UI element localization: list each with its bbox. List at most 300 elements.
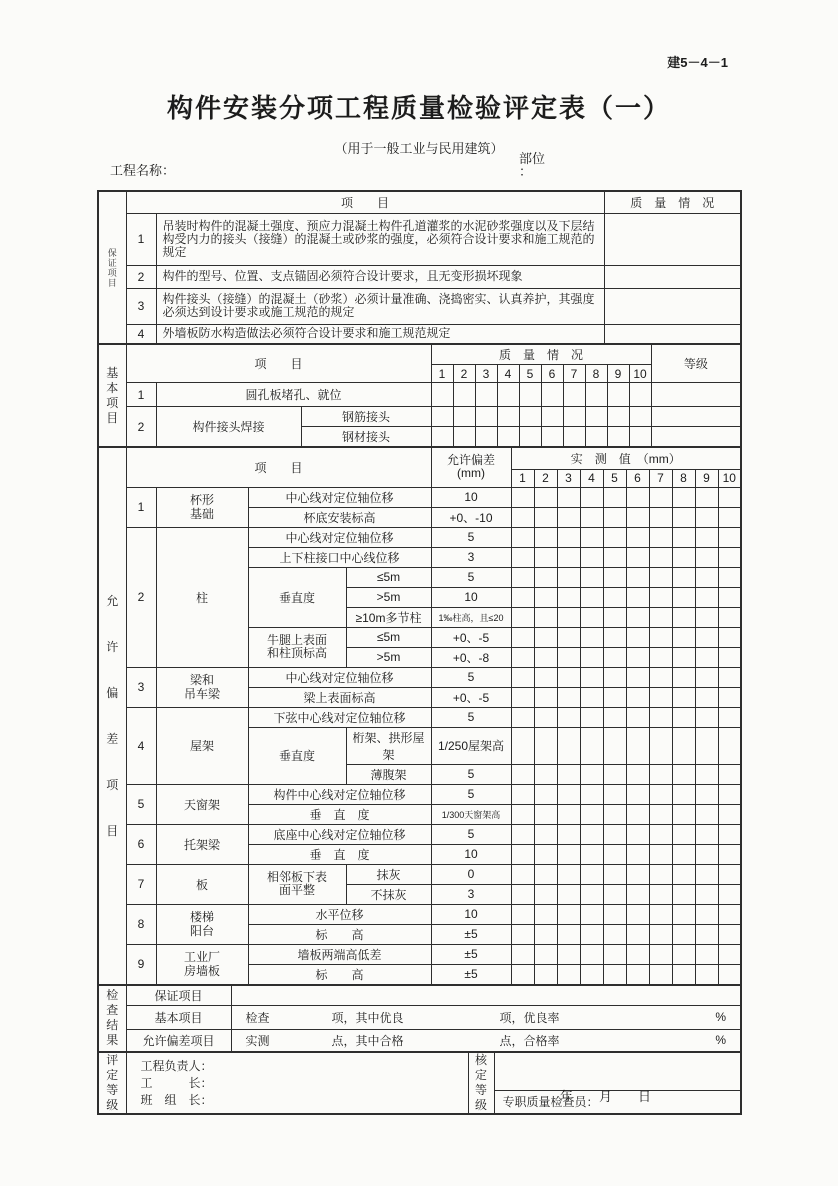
column-number: 8 [672, 469, 695, 487]
measured-cell [672, 667, 695, 687]
measured-cell [563, 383, 585, 407]
measured-cell [695, 904, 718, 924]
measured-cell [672, 527, 695, 547]
measured-cell [649, 567, 672, 587]
verify-blank [494, 1052, 741, 1090]
signature-block [126, 1052, 468, 1114]
measured-cell [603, 804, 626, 824]
row-number: 2 [126, 407, 156, 448]
measured-cell [511, 884, 534, 904]
measured-cell [626, 627, 649, 647]
column-number: 9 [695, 469, 718, 487]
measured-cell [431, 383, 453, 407]
measured-cell [649, 904, 672, 924]
measured-cell [534, 824, 557, 844]
project-manager-label: 工程负责人： [140, 1058, 213, 1073]
measured-cell [695, 507, 718, 527]
column-number: 10 [629, 365, 651, 383]
row-number: 6 [126, 824, 156, 864]
side-label-deviation: 允许偏差项目 [98, 447, 126, 985]
measured-cell [511, 647, 534, 667]
item-text: 垂 直 度 [248, 844, 431, 864]
group-name: 板 [156, 864, 248, 904]
result-fill-line: 检查 项，其中优良 项，优良率 % [231, 1005, 741, 1029]
column-number: 1 [431, 365, 453, 383]
measured-cell [718, 904, 741, 924]
measured-cell [534, 627, 557, 647]
allow-value: +0、-8 [431, 647, 511, 667]
measured-cell [557, 864, 580, 884]
measured-cell [672, 507, 695, 527]
measured-cell [534, 924, 557, 944]
row-number: 7 [126, 864, 156, 904]
measured-cell [557, 587, 580, 607]
measured-cell [718, 804, 741, 824]
allow-value: ±5 [431, 944, 511, 964]
measured-cell [672, 547, 695, 567]
measured-cell [695, 804, 718, 824]
quality-header: 质 量 情 况 [431, 344, 651, 365]
measured-cell [718, 547, 741, 567]
item-text: 下弦中心线对定位轴位移 [248, 707, 431, 727]
allow-value: 5 [431, 527, 511, 547]
measured-cell [607, 383, 629, 407]
group-name: 屋架 [156, 707, 248, 784]
measured-cell [580, 587, 603, 607]
measured-cell [557, 707, 580, 727]
measured-cell [695, 527, 718, 547]
measured-cell [580, 884, 603, 904]
measured-cell [603, 964, 626, 985]
measured-cell [649, 587, 672, 607]
measured-header: 实 测 值 （mm） [511, 447, 741, 469]
item-header: 项 目 [126, 447, 431, 487]
measured-cell [695, 707, 718, 727]
measured-cell [511, 687, 534, 707]
measured-cell [603, 627, 626, 647]
measured-cell [534, 804, 557, 824]
item-text: 底座中心线对定位轴位移 [248, 824, 431, 844]
measured-cell [519, 427, 541, 448]
column-number: 6 [626, 469, 649, 487]
measured-cell [603, 507, 626, 527]
measured-cell [695, 864, 718, 884]
measured-cell [534, 687, 557, 707]
measured-cell [534, 764, 557, 784]
measured-cell [511, 707, 534, 727]
measured-cell [672, 884, 695, 904]
measured-cell [607, 407, 629, 427]
measured-cell [541, 383, 563, 407]
measured-cell [603, 647, 626, 667]
measured-cell [626, 727, 649, 764]
measured-cell [580, 547, 603, 567]
allow-value: 0 [431, 864, 511, 884]
measured-cell [580, 627, 603, 647]
measured-cell [603, 667, 626, 687]
measured-cell [511, 547, 534, 567]
column-number: 10 [718, 469, 741, 487]
measured-cell [718, 944, 741, 964]
measured-cell [534, 707, 557, 727]
measured-cell [649, 647, 672, 667]
measured-cell [649, 527, 672, 547]
measured-cell [626, 587, 649, 607]
row-number: 4 [126, 707, 156, 784]
measured-cell [580, 944, 603, 964]
measured-cell [511, 924, 534, 944]
measured-cell [511, 627, 534, 647]
row-number: 1 [126, 487, 156, 527]
measured-cell [695, 824, 718, 844]
measured-cell [629, 407, 651, 427]
sub-item-text: ≤5m [346, 567, 431, 587]
grade-header: 等级 [651, 344, 741, 383]
measured-cell [497, 383, 519, 407]
sub-item-text: >5m [346, 587, 431, 607]
quality-cell [604, 213, 741, 265]
measured-cell [718, 764, 741, 784]
measured-cell [607, 427, 629, 448]
allow-value: 5 [431, 764, 511, 784]
measured-cell [603, 864, 626, 884]
sub-group-name: 牛腿上表面 和柱顶标高 [248, 627, 346, 667]
side-label-grade: 评定等级 [98, 1052, 126, 1114]
measured-cell [626, 784, 649, 804]
measured-cell [541, 427, 563, 448]
side-label-result: 检查结果 [98, 985, 126, 1053]
measured-cell [557, 844, 580, 864]
measured-cell [475, 427, 497, 448]
measured-cell [649, 667, 672, 687]
measured-cell [557, 607, 580, 627]
item-text: 垂 直 度 [248, 804, 431, 824]
sub-item-text: 薄腹架 [346, 764, 431, 784]
measured-cell [557, 784, 580, 804]
measured-cell [580, 687, 603, 707]
row-number: 2 [126, 527, 156, 667]
measured-cell [718, 607, 741, 627]
measured-cell [649, 687, 672, 707]
measured-cell [511, 864, 534, 884]
measured-cell [626, 647, 649, 667]
group-name: 天窗架 [156, 784, 248, 824]
row-number: 1 [126, 213, 156, 265]
measured-cell [557, 804, 580, 824]
measured-cell [534, 964, 557, 985]
measured-cell [695, 607, 718, 627]
measured-cell [672, 904, 695, 924]
row-number: 4 [126, 324, 156, 344]
measured-cell [626, 667, 649, 687]
measured-cell [695, 727, 718, 764]
measured-cell [672, 964, 695, 985]
measured-cell [534, 727, 557, 764]
grade-cell [651, 427, 741, 448]
date-line: 年 月 日 [560, 1089, 652, 1104]
allow-value: 5 [431, 567, 511, 587]
measured-cell [695, 964, 718, 985]
measured-cell [672, 764, 695, 784]
measured-cell [672, 844, 695, 864]
grade-cell [651, 407, 741, 427]
measured-cell [557, 764, 580, 784]
measured-cell [534, 567, 557, 587]
side-label-guarantee: 保证项目 [98, 191, 126, 344]
measured-cell [672, 587, 695, 607]
measured-cell [626, 824, 649, 844]
measured-cell [453, 407, 475, 427]
measured-cell [603, 944, 626, 964]
measured-cell [534, 844, 557, 864]
measured-cell [511, 587, 534, 607]
measured-cell [580, 527, 603, 547]
measured-cell [603, 764, 626, 784]
measured-cell [557, 884, 580, 904]
measured-cell [649, 487, 672, 507]
group-name: 楼梯 阳台 [156, 904, 248, 944]
row-number: 3 [126, 288, 156, 324]
item-text: 标 高 [248, 924, 431, 944]
measured-cell [626, 884, 649, 904]
quality-header: 质 量 情 况 [604, 191, 741, 213]
foreman-label: 工 长： [140, 1075, 213, 1090]
measured-cell [557, 964, 580, 985]
measured-cell [695, 667, 718, 687]
measured-cell [603, 587, 626, 607]
item-header: 项 目 [126, 344, 431, 383]
result-blank [231, 985, 741, 1006]
item-text: 构件中心线对定位轴位移 [248, 784, 431, 804]
sub-item-text: >5m [346, 647, 431, 667]
measured-cell [580, 507, 603, 527]
measured-cell [718, 687, 741, 707]
result-table [97, 984, 742, 1054]
measured-cell [672, 567, 695, 587]
measured-cell [718, 884, 741, 904]
sub-group-name: 垂直度 [248, 567, 346, 627]
measured-cell [603, 727, 626, 764]
measured-cell [672, 784, 695, 804]
measured-cell [475, 383, 497, 407]
measured-cell [453, 383, 475, 407]
item-text: 标 高 [248, 964, 431, 985]
measured-cell [534, 527, 557, 547]
allow-value: +0、-5 [431, 627, 511, 647]
allow-value: 10 [431, 904, 511, 924]
measured-cell [585, 407, 607, 427]
sub-item-text: 钢筋接头 [301, 407, 431, 427]
result-row-label: 允许偏差项目 [126, 1029, 231, 1052]
measured-cell [580, 487, 603, 507]
basic-table [97, 343, 742, 448]
allow-value: +0、-5 [431, 687, 511, 707]
measured-cell [603, 567, 626, 587]
measured-cell [718, 824, 741, 844]
measured-cell [718, 707, 741, 727]
measured-cell [603, 904, 626, 924]
measured-cell [534, 647, 557, 667]
measured-cell [557, 527, 580, 547]
measured-cell [580, 964, 603, 985]
measured-cell [580, 924, 603, 944]
item-text: 中心线对定位轴位移 [248, 487, 431, 507]
measured-cell [695, 944, 718, 964]
measured-cell [718, 667, 741, 687]
column-number: 4 [497, 365, 519, 383]
inspector-label: 专职质量检查员： [494, 1090, 741, 1114]
measured-cell [603, 687, 626, 707]
measured-cell [672, 647, 695, 667]
measured-cell [629, 427, 651, 448]
measured-cell [629, 383, 651, 407]
measured-cell [534, 944, 557, 964]
measured-cell [672, 607, 695, 627]
measured-cell [511, 764, 534, 784]
deviation-table [97, 446, 742, 986]
measured-cell [431, 407, 453, 427]
item-text: 墙板两端高低差 [248, 944, 431, 964]
measured-cell [718, 567, 741, 587]
measured-cell [718, 647, 741, 667]
measured-cell [511, 667, 534, 687]
grade-cell [651, 383, 741, 407]
measured-cell [534, 884, 557, 904]
measured-cell [649, 944, 672, 964]
measured-cell [557, 944, 580, 964]
measured-cell [580, 667, 603, 687]
measured-cell [695, 487, 718, 507]
measured-cell [563, 407, 585, 427]
measured-cell [563, 427, 585, 448]
measured-cell [649, 804, 672, 824]
column-number: 2 [453, 365, 475, 383]
measured-cell [603, 924, 626, 944]
item-text: 吊装时构件的混凝土强度、预应力混凝土构件孔道灌浆的水泥砂浆强度以及下层结构受内力的接头（接缝）的混凝土或砂浆的强度，必须符合设计要求和施工规范的规定 [156, 213, 604, 265]
group-name: 柱 [156, 527, 248, 667]
column-number: 2 [534, 469, 557, 487]
measured-cell [511, 727, 534, 764]
measured-cell [649, 884, 672, 904]
column-number: 7 [649, 469, 672, 487]
measured-cell [475, 407, 497, 427]
row-number: 3 [126, 667, 156, 707]
column-number: 7 [563, 365, 585, 383]
measured-cell [557, 924, 580, 944]
group-name: 梁和 吊车梁 [156, 667, 248, 707]
form-body [97, 190, 740, 1115]
item-text: 中心线对定位轴位移 [248, 527, 431, 547]
measured-cell [672, 824, 695, 844]
measured-cell [672, 687, 695, 707]
allow-value: 5 [431, 667, 511, 687]
measured-cell [453, 427, 475, 448]
measured-cell [534, 864, 557, 884]
measured-cell [718, 587, 741, 607]
measured-cell [580, 904, 603, 924]
allow-value: 5 [431, 707, 511, 727]
measured-cell [718, 527, 741, 547]
measured-cell [511, 527, 534, 547]
measured-cell [626, 944, 649, 964]
quality-cell [604, 265, 741, 288]
row-number: 8 [126, 904, 156, 944]
measured-cell [603, 784, 626, 804]
measured-cell [557, 567, 580, 587]
measured-cell [626, 507, 649, 527]
doc-number: 建5－4－1 [667, 55, 728, 70]
allow-value: 3 [431, 884, 511, 904]
measured-cell [431, 427, 453, 448]
item-text: 梁上表面标高 [248, 687, 431, 707]
item-text: 外墙板防水构造做法必须符合设计要求和施工规范规定 [156, 324, 604, 344]
result-row-label: 基本项目 [126, 1005, 231, 1029]
allow-value: 10 [431, 487, 511, 507]
measured-cell [718, 727, 741, 764]
allow-value: ±5 [431, 964, 511, 985]
measured-cell [603, 527, 626, 547]
measured-cell [511, 824, 534, 844]
measured-cell [511, 784, 534, 804]
allow-header: 允许偏差 (mm) [431, 447, 511, 487]
measured-cell [580, 707, 603, 727]
measured-cell [534, 904, 557, 924]
column-number: 8 [585, 365, 607, 383]
allow-value: +0、-10 [431, 507, 511, 527]
guarantee-table [97, 190, 742, 345]
column-number: 5 [603, 469, 626, 487]
item-text: 构件接头（接缝）的混凝土（砂浆）必须计量准确、浇捣密实、认真养护，其强度必须达到设计要求或施工规范的规定 [156, 288, 604, 324]
measured-cell [695, 567, 718, 587]
measured-cell [603, 487, 626, 507]
quality-cell [604, 324, 741, 344]
measured-cell [511, 964, 534, 985]
measured-cell [626, 567, 649, 587]
measured-cell [626, 904, 649, 924]
measured-cell [695, 784, 718, 804]
measured-cell [649, 844, 672, 864]
column-number: 1 [511, 469, 534, 487]
measured-cell [580, 824, 603, 844]
measured-cell [534, 547, 557, 567]
measured-cell [497, 407, 519, 427]
measured-cell [695, 884, 718, 904]
measured-cell [580, 764, 603, 784]
measured-cell [626, 864, 649, 884]
measured-cell [603, 844, 626, 864]
measured-cell [649, 547, 672, 567]
measured-cell [557, 687, 580, 707]
measured-cell [511, 507, 534, 527]
side-label-verify: 核定等级 [468, 1052, 494, 1114]
allow-value: 5 [431, 824, 511, 844]
measured-cell [695, 627, 718, 647]
measured-cell [718, 627, 741, 647]
measured-cell [649, 627, 672, 647]
allow-value: 10 [431, 844, 511, 864]
measured-cell [718, 507, 741, 527]
measured-cell [649, 707, 672, 727]
measured-cell [695, 587, 718, 607]
measured-cell [649, 824, 672, 844]
measured-cell [649, 607, 672, 627]
measured-cell [519, 407, 541, 427]
column-number: 6 [541, 365, 563, 383]
measured-cell [695, 924, 718, 944]
measured-cell [718, 924, 741, 944]
measured-cell [534, 607, 557, 627]
measured-cell [580, 647, 603, 667]
